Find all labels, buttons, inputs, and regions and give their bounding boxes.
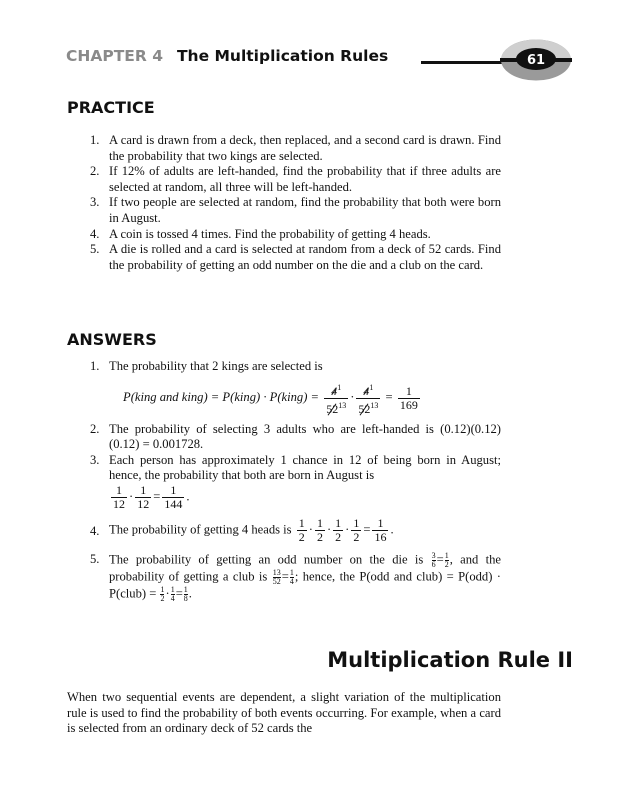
practice-item: 5. A die is rolled and a card is selected at random from a deck of 52 cards. Find the probability of getting an odd number on the die and a club on the card. bbox=[90, 242, 501, 272]
practice-item: 3. If two people are selected at random, find the probability that both were born in August. bbox=[90, 195, 501, 225]
practice-item: 4. A coin is tossed 4 times. Find the probability of getting 4 heads. bbox=[90, 226, 431, 241]
answer-item-1: 1. The probability that 2 kings are selected is P(king and king) = P(king) · P(king) = $\frac{4^1}{52^{13}}$ · $\frac{4^1}{52^{13}}$ = $\frac{1}{169}$ bbox=[90, 359, 501, 422]
answers-list bbox=[90, 359, 501, 603]
section-title: Multiplication Rule II bbox=[327, 648, 573, 672]
answer-item-4: 4. The probability of getting 4 heads is $\frac{1}{2}$ · $\frac{1}{2}$ · $\frac{1}{2}$ · $\frac{1}{2}$ = $\frac{1}{16}$ . bbox=[90, 515, 394, 544]
answers-heading: ANSWERS bbox=[67, 330, 157, 349]
answer-item-5: 5. The probability of getting an odd number on the die is $\frac{3}{6}$ = $\frac{1}{2}$ , and the probability of getting a club is $\frac{13}{52}$ = $\frac{1}{4}$ ; hence, the P(odd and club) = P(odd) · P(club) = $\frac{1}{2}$ · $\frac{1}{4}$ = $\frac{1}{8}$ . bbox=[90, 550, 501, 603]
chapter-title: The Multiplication Rules bbox=[176, 47, 389, 65]
section-intro: When two sequential events are dependent, a slight variation of the multiplication rule is used to find the probability of both events occurring. For example, when a card is selected from an ordinary deck of 52 cards the bbox=[67, 690, 501, 736]
page-number-badge bbox=[500, 39, 572, 81]
running-header bbox=[66, 47, 388, 65]
practice-item: 1. A card is drawn from a deck, then replaced, and a second card is drawn. Find the probability that two kings are selected. bbox=[90, 133, 501, 163]
answer-item-3: 3. Each person has approximately 1 chance in 12 of being born in August; hence, the probability that both are born in August is $\frac{1}{12}$ · $\frac{1}{12}$ = $\frac{1}{144}$ . bbox=[90, 452, 501, 511]
practice-heading: PRACTICE bbox=[67, 98, 155, 117]
chapter-label: CHAPTER 4 bbox=[66, 47, 163, 65]
page-number: 61 bbox=[526, 53, 546, 68]
practice-list bbox=[90, 133, 501, 273]
answer-1-equation: P(king and king) = P(king) · P(king) = $\frac{4^1}{52^{13}}$ · $\frac{4^1}{52^{13}}$ = $\frac{1}{169}$ bbox=[123, 382, 418, 416]
practice-item: 2. If 12% of adults are left-handed, find the probability that if three adults are selected at random, all three will be left-handed. bbox=[90, 164, 501, 194]
answer-item-2: 2. The probability of selecting 3 adults who are left-handed is (0.12)(0.12)(0.12) = 0.001728. bbox=[90, 421, 501, 452]
